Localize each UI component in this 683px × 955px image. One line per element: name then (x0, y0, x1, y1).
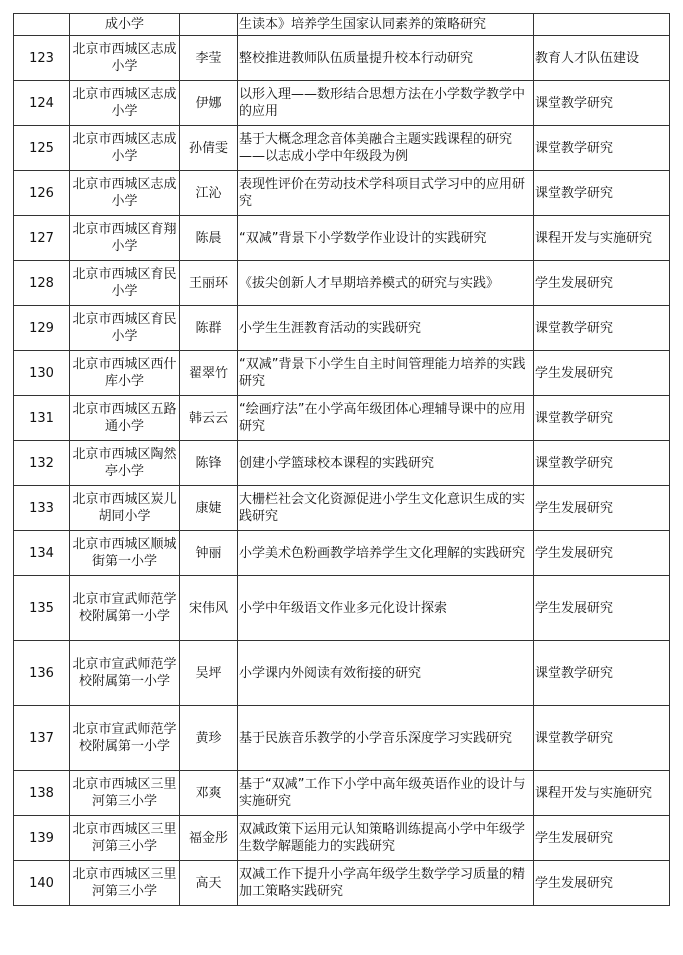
project-title: 小学美术色粉画教学培养学生文化理解的实践研究 (238, 531, 534, 576)
school-name: 北京市宣武师范学校附属第一小学 (70, 706, 180, 771)
project-title: 双减政策下运用元认知策略训练提高小学中年级学生数学解题能力的实践研究 (238, 816, 534, 861)
row-number: 127 (14, 216, 70, 261)
researcher-name: 吴坪 (180, 641, 238, 706)
project-title: 基于民族音乐教学的小学音乐深度学习实践研究 (238, 706, 534, 771)
table-row (14, 441, 670, 486)
table-row (14, 81, 670, 126)
table-row-continued (14, 14, 670, 36)
table-row (14, 351, 670, 396)
project-title: 以形入理——数形结合思想方法在小学数学教学中的应用 (238, 81, 534, 126)
project-title: 基于大概念理念音体美融合主题实践课程的研究——以志成小学中年级段为例 (238, 126, 534, 171)
project-category: 学生发展研究 (534, 816, 670, 861)
researcher-name: 伊娜 (180, 81, 238, 126)
row-number: 125 (14, 126, 70, 171)
school-name: 北京市西城区志成小学 (70, 36, 180, 81)
table-row (14, 706, 670, 771)
project-category: 学生发展研究 (534, 351, 670, 396)
project-title: 创建小学篮球校本课程的实践研究 (238, 441, 534, 486)
project-category: 学生发展研究 (534, 531, 670, 576)
row-number: 133 (14, 486, 70, 531)
researcher-name: 黄珍 (180, 706, 238, 771)
project-category: 学生发展研究 (534, 576, 670, 641)
school-name: 北京市西城区三里河第三小学 (70, 771, 180, 816)
school-name: 北京市西城区陶然亭小学 (70, 441, 180, 486)
project-category: 课堂教学研究 (534, 126, 670, 171)
school-name: 北京市西城区三里河第三小学 (70, 861, 180, 906)
table-row (14, 126, 670, 171)
project-category: 课堂教学研究 (534, 306, 670, 351)
researcher-name: 王丽环 (180, 261, 238, 306)
researcher-name: 钟丽 (180, 531, 238, 576)
project-title: 《拔尖创新人才早期培养模式的研究与实践》 (238, 261, 534, 306)
researcher-name: 康婕 (180, 486, 238, 531)
project-title: 整校推进教师队伍质量提升校本行动研究 (238, 36, 534, 81)
project-title: 小学课内外阅读有效衔接的研究 (238, 641, 534, 706)
project-category: 学生发展研究 (534, 261, 670, 306)
school-name: 北京市西城区育民小学 (70, 261, 180, 306)
researcher-name: 福金彤 (180, 816, 238, 861)
row-number: 134 (14, 531, 70, 576)
school-name: 北京市西城区西什库小学 (70, 351, 180, 396)
row-number: 130 (14, 351, 70, 396)
row-number: 135 (14, 576, 70, 641)
school-name: 北京市西城区志成小学 (70, 81, 180, 126)
row-number: 140 (14, 861, 70, 906)
project-title: 大栅栏社会文化资源促进小学生文化意识生成的实践研究 (238, 486, 534, 531)
table-row (14, 36, 670, 81)
row-number: 128 (14, 261, 70, 306)
project-category (534, 14, 670, 36)
school-name: 北京市宣武师范学校附属第一小学 (70, 641, 180, 706)
project-category: 课堂教学研究 (534, 396, 670, 441)
project-category: 课堂教学研究 (534, 81, 670, 126)
table-row (14, 396, 670, 441)
project-title: 小学中年级语文作业多元化设计探索 (238, 576, 534, 641)
row-number: 139 (14, 816, 70, 861)
table-row (14, 816, 670, 861)
row-number: 132 (14, 441, 70, 486)
school-name: 北京市西城区三里河第三小学 (70, 816, 180, 861)
table-row (14, 576, 670, 641)
project-category: 教育人才队伍建设 (534, 36, 670, 81)
project-category: 课程开发与实施研究 (534, 771, 670, 816)
school-name: 北京市西城区育翔小学 (70, 216, 180, 261)
researcher-name: 陈锋 (180, 441, 238, 486)
project-category: 课堂教学研究 (534, 441, 670, 486)
project-category: 课堂教学研究 (534, 706, 670, 771)
researcher-name: 李莹 (180, 36, 238, 81)
row-number (14, 14, 70, 36)
researcher-name: 孙倩雯 (180, 126, 238, 171)
project-title: 双减工作下提升小学高年级学生数学学习质量的精加工策略实践研究 (238, 861, 534, 906)
researcher-name: 邓爽 (180, 771, 238, 816)
school-name: 北京市西城区志成小学 (70, 126, 180, 171)
table-row (14, 306, 670, 351)
table-row (14, 171, 670, 216)
table-row (14, 641, 670, 706)
table-row (14, 216, 670, 261)
row-number: 129 (14, 306, 70, 351)
school-name: 北京市宣武师范学校附属第一小学 (70, 576, 180, 641)
researcher-name (180, 14, 238, 36)
project-title: “绘画疗法”在小学高年级团体心理辅导课中的应用研究 (238, 396, 534, 441)
table-row (14, 861, 670, 906)
school-name: 北京市西城区炭儿胡同小学 (70, 486, 180, 531)
table-row (14, 486, 670, 531)
researcher-name: 高天 (180, 861, 238, 906)
project-title: 表现性评价在劳动技术学科项目式学习中的应用研究 (238, 171, 534, 216)
row-number: 138 (14, 771, 70, 816)
researcher-name: 韩云云 (180, 396, 238, 441)
researcher-name: 陈群 (180, 306, 238, 351)
row-number: 123 (14, 36, 70, 81)
table-row (14, 261, 670, 306)
project-title: 生读本》培养学生国家认同素养的策略研究 (238, 14, 534, 36)
table-row (14, 531, 670, 576)
project-table (13, 13, 670, 906)
school-name: 北京市西城区育民小学 (70, 306, 180, 351)
project-title: “双减”背景下小学数学作业设计的实践研究 (238, 216, 534, 261)
project-category: 课堂教学研究 (534, 641, 670, 706)
researcher-name: 江沁 (180, 171, 238, 216)
researcher-name: 宋伟风 (180, 576, 238, 641)
row-number: 136 (14, 641, 70, 706)
project-category: 学生发展研究 (534, 861, 670, 906)
row-number: 131 (14, 396, 70, 441)
project-title: 小学生生涯教育活动的实践研究 (238, 306, 534, 351)
school-name: 北京市西城区五路通小学 (70, 396, 180, 441)
school-name: 北京市西城区顺城街第一小学 (70, 531, 180, 576)
project-title: “双减”背景下小学生自主时间管理能力培养的实践研究 (238, 351, 534, 396)
project-category: 课堂教学研究 (534, 171, 670, 216)
table-row (14, 771, 670, 816)
researcher-name: 陈晨 (180, 216, 238, 261)
project-category: 课程开发与实施研究 (534, 216, 670, 261)
row-number: 126 (14, 171, 70, 216)
school-name: 成小学 (70, 14, 180, 36)
project-title: 基于“双减”工作下小学中高年级英语作业的设计与实施研究 (238, 771, 534, 816)
row-number: 137 (14, 706, 70, 771)
row-number: 124 (14, 81, 70, 126)
project-category: 学生发展研究 (534, 486, 670, 531)
researcher-name: 翟翠竹 (180, 351, 238, 396)
school-name: 北京市西城区志成小学 (70, 171, 180, 216)
